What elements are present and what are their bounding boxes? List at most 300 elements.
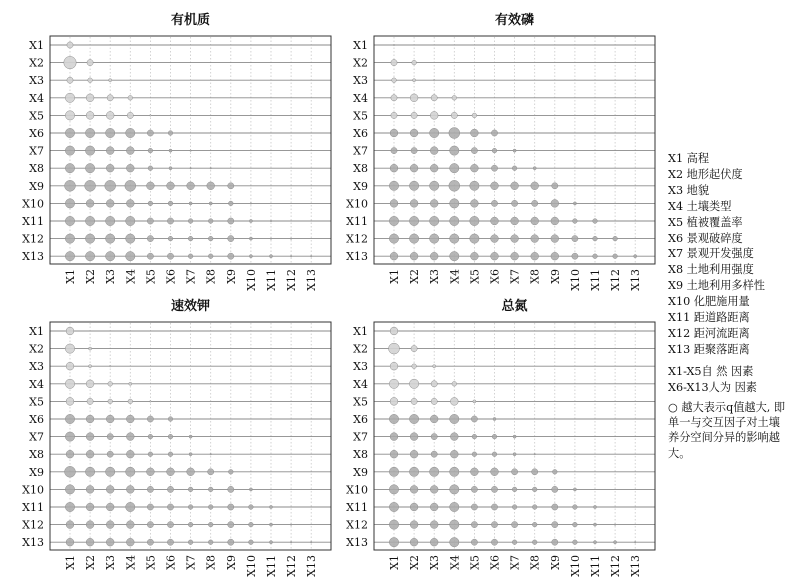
bubble-x9-x5 [471,468,479,476]
legend [668,151,798,461]
bubble-x11-x3 [430,216,439,225]
bubble-x10-x6 [491,200,497,206]
x-tick-label: X7 [184,269,198,284]
bubble-x6-x1 [65,414,74,423]
bubble-x13-x13 [634,255,637,258]
bubble-x11-x9 [552,504,558,510]
legend-item-x7: X7 景观开发强度 [668,247,754,261]
bubble-x4-x1 [389,379,398,388]
bubble-x12-x6 [491,235,499,243]
bubble-x10-x8 [209,202,212,205]
bubble-x8-x5 [471,164,479,172]
bubble-x13-x6 [167,539,173,545]
bubble-x8-x8 [533,167,536,170]
panel-title: 速效钾 [170,299,211,314]
y-tick-label: X7 [29,430,44,444]
bubble-x12-x1 [65,234,74,243]
y-tick-label: X7 [353,430,368,444]
bubble-x12-x10 [249,237,252,240]
bubble-x8-x4 [126,450,134,458]
bubble-x13-x3 [430,252,438,260]
y-tick-label: X10 [346,483,368,497]
bubble-x11-x6 [167,218,173,224]
bubble-x5-x4 [450,398,458,406]
bubble-x2-x2 [412,60,417,65]
y-tick-label: X3 [353,360,368,374]
bubble-x8-x7 [513,453,516,456]
bubble-x5-x2 [86,112,94,120]
bubble-x6-x6 [168,417,173,422]
bubble-x7-x1 [390,433,398,441]
panel-title: 有效磷 [494,13,535,28]
bubble-x9-x5 [147,182,155,190]
y-tick-label: X6 [353,413,368,426]
bubble-x13-x4 [126,538,134,546]
bubble-x13-x9 [552,539,558,545]
bubble-x10-x2 [410,486,418,494]
x-tick-label: X9 [224,269,238,284]
bubble-x9-x4 [126,467,135,476]
bubble-x7-x5 [148,434,153,439]
bubble-x13-x4 [126,252,135,261]
bubble-x10-x3 [430,200,438,208]
x-tick-label: X6 [164,555,178,570]
bubble-x12-x8 [531,235,539,243]
bubble-x8-x4 [450,450,458,458]
bubble-x11-x9 [228,504,234,510]
bubble-x11-x7 [512,505,517,510]
bubble-x6-x1 [65,128,74,137]
bubble-x11-x9 [551,217,559,225]
x-tick-label: X5 [144,555,158,570]
bubble-x11-x6 [167,504,173,510]
x-tick-label: X9 [548,269,562,284]
bubble-x9-x8 [532,469,538,475]
bubble-x8-x3 [430,164,438,172]
bubble-x12-x12 [290,524,292,526]
y-tick-label: X2 [29,342,44,356]
bubble-x11-x4 [126,216,135,225]
legend-item-x6: X6 景观破碎度 [668,231,743,245]
bubble-x9-x6 [167,182,175,190]
bubble-x8-x2 [85,164,94,173]
bubble-x8-x6 [491,165,497,171]
bubble-x6-x3 [106,128,115,137]
bubble-x13-x10 [249,540,254,545]
bubble-x10-x8 [532,487,537,492]
bubble-x6-x3 [430,415,438,423]
bubble-x11-x11 [269,505,272,508]
bubble-x13-x10 [249,255,252,258]
bubble-x13-x7 [512,540,517,545]
x-tick-label: X8 [204,555,218,570]
y-tick-label: X3 [353,74,368,88]
legend-item-x2: X2 地形起伏度 [668,167,743,181]
y-tick-label: X2 [353,56,368,70]
bubble-x10-x8 [208,487,213,492]
bubble-x7-x2 [86,433,94,441]
legend-item-x4: X4 土壤类型 [668,199,732,213]
bubble-x4-x2 [86,94,94,102]
bubble-x11-x4 [450,502,459,511]
bubble-x9-x3 [430,181,439,190]
bubble-x12-x5 [471,521,477,527]
bubble-x6-x2 [409,414,418,423]
bubble-x8-x4 [450,164,459,173]
bubble-x9-x2 [85,180,96,191]
legend-note-text: 越大表示q值越大, 即单一与交互因子对土壤养分空间分异的影响越大。 [668,400,786,460]
bubble-x7-x6 [168,434,173,439]
bubble-x5-x4 [128,399,133,404]
bubble-x7-x7 [190,150,192,152]
x-tick-label: X10 [244,269,258,291]
bubble-x12-x12 [613,236,618,241]
bubble-x11-x6 [491,504,497,510]
bubble-x13-x9 [228,253,234,259]
bubble-x12-x9 [228,235,234,241]
bubble-x11-x2 [410,503,418,511]
bubble-x12-x1 [66,521,74,529]
bubble-x13-x12 [613,254,618,259]
bubble-x2-x2 [87,59,93,65]
x-tick-label: X8 [528,555,542,570]
bubble-x3-x3 [433,79,435,81]
y-tick-label: X10 [22,483,44,497]
bubble-x5-x2 [411,398,417,404]
bubble-x9-x1 [65,180,76,191]
bubble-x12-x2 [410,521,418,529]
x-tick-label: X12 [285,555,299,577]
bubble-x6-x2 [85,128,94,137]
y-tick-label: X6 [29,127,44,140]
bubble-x12-x7 [511,521,517,527]
bubble-x11-x5 [147,218,153,224]
bubble-x8-x5 [472,452,477,457]
bubble-x10-x1 [65,485,74,494]
bubble-x4-x1 [391,95,397,101]
bubble-x5-x3 [431,398,437,404]
bubble-x13-x3 [430,538,438,546]
bubble-x10-x1 [65,199,74,208]
bubble-x3-x3 [109,79,112,82]
bubble-x9-x7 [511,469,517,475]
x-tick-label: X4 [124,555,138,570]
y-tick-label: X12 [346,232,368,246]
bubble-x8-x1 [66,450,74,458]
y-tick-label: X3 [29,74,44,88]
bubble-x12-x5 [470,234,479,243]
bubble-x10-x6 [168,201,173,206]
bubble-x5-x1 [66,398,74,406]
panel-3 [22,298,331,577]
bubble-x12-x6 [168,236,173,241]
bubble-x10-x7 [188,487,193,492]
bubble-x10-x2 [86,200,94,208]
bubble-x13-x7 [188,540,193,545]
bubble-x13-x2 [85,252,94,261]
bubble-x12-x8 [532,522,537,527]
x-tick-label: X3 [104,269,118,284]
x-tick-label: X11 [265,555,278,577]
x-tick-label: X10 [568,269,582,291]
x-tick-label: X1 [64,555,77,570]
bubble-x2-x1 [64,56,76,68]
bubble-x6-x4 [450,414,459,423]
bubble-x9-x1 [65,466,76,477]
bubble-x7-x7 [513,435,516,438]
bubble-x4-x1 [65,93,74,102]
y-tick-label: X8 [353,448,368,462]
bubble-x12-x2 [86,521,94,529]
legend-item-x1: X1 高程 [668,152,710,165]
y-tick-label: X5 [29,395,44,409]
bubble-x10-x6 [491,486,497,492]
y-tick-label: X9 [29,179,44,193]
bubble-x6-x6 [493,417,496,420]
bubble-x13-x5 [147,253,153,259]
bubble-x6-x2 [410,129,418,137]
y-tick-label: X5 [353,395,368,409]
bubble-x13-x7 [188,254,193,259]
bubble-x10-x9 [551,200,559,208]
bubble-x9-x6 [167,468,175,476]
bubble-x3-x2 [89,365,92,368]
bubble-x7-x3 [107,433,113,439]
bubble-x12-x11 [269,523,272,526]
y-tick-label: X13 [22,250,44,264]
bubble-x11-x4 [126,502,135,511]
bubble-x10-x4 [450,199,459,208]
bubble-x4-x1 [65,379,74,388]
bubble-x13-x11 [269,541,272,544]
bubble-x7-x7 [513,149,516,152]
y-tick-label: X6 [29,413,44,426]
bubble-x8-x6 [169,167,172,170]
bubble-x3-x3 [109,365,111,367]
bubble-x12-x9 [551,235,559,243]
y-tick-label: X11 [346,215,368,228]
bubble-x5-x2 [411,112,417,118]
bubble-x11-x11 [270,220,272,222]
bubble-x13-x5 [147,539,153,545]
bubble-x7-x4 [126,147,134,155]
y-tick-label: X12 [22,518,44,532]
legend-group-natural: X1-X5自 然 因素 [668,364,754,378]
bubble-x6-x4 [126,415,134,423]
x-tick-label: X3 [428,555,442,570]
bubble-x10-x4 [126,486,134,494]
bubble-x11-x10 [249,219,252,222]
bubble-x5-x5 [473,400,476,403]
bubble-x8-x3 [431,451,437,457]
x-tick-label: X5 [468,269,482,284]
bubble-x8-x7 [189,453,192,456]
x-tick-label: X6 [488,269,502,284]
bubble-x13-x1 [390,252,398,260]
x-tick-label: X4 [448,269,462,284]
bubble-x10-x6 [167,486,173,492]
bubble-x11-x3 [430,503,438,511]
bubble-x13-x3 [106,538,114,546]
legend-group-human: X6-X13人为 因素 [668,380,757,394]
bubble-x2-x2 [411,345,417,351]
bubble-x10-x1 [390,200,398,208]
x-tick-label: X5 [144,269,158,284]
bubble-x9-x6 [491,468,499,476]
bubble-x11-x11 [593,219,598,224]
bubble-x13-x12 [614,541,617,544]
bubble-x12-x8 [208,522,213,527]
bubble-x13-x13 [310,541,312,543]
bubble-x8-x3 [107,451,113,457]
y-tick-label: X11 [22,215,44,228]
bubble-x13-x12 [290,255,292,257]
bubble-x6-x3 [430,128,439,137]
panel-4 [346,298,655,577]
bubble-x9-x8 [208,469,214,475]
legend-item-x10: X10 化肥施用量 [668,295,750,309]
bubble-x6-x4 [449,128,460,139]
y-tick-label: X13 [346,250,368,264]
legend-item-x3: X3 地貌 [668,183,710,197]
legend-item-x12: X12 距河流距离 [668,326,750,340]
x-tick-label: X7 [508,555,522,570]
bubble-x6-x6 [168,131,173,136]
legend-item-x11: X11 距道路距离 [668,311,750,325]
bubble-x12-x4 [126,234,135,243]
bubble-x5-x4 [127,112,133,118]
y-tick-label: X1 [29,39,44,52]
bubble-x7-x5 [148,148,153,153]
bubble-x9-x3 [106,467,115,476]
bubble-x1-x1 [67,42,73,48]
x-tick-label: X2 [84,555,98,570]
bubble-x13-x13 [634,541,636,543]
bubble-x9-x2 [85,467,94,476]
bubble-x6-x2 [86,415,94,423]
bubble-x3-x2 [88,78,93,83]
bubble-x10-x8 [532,200,538,206]
bubble-x9-x9 [228,183,234,189]
x-tick-label: X11 [265,269,278,291]
x-tick-label: X9 [548,555,562,570]
x-tick-label: X13 [629,269,643,291]
bubble-x11-x8 [208,505,213,510]
bubble-x10-x7 [512,487,517,492]
bubble-x8-x3 [106,164,114,172]
y-tick-label: X9 [353,465,368,479]
bubble-x7-x2 [411,147,417,153]
bubble-x12-x12 [290,238,292,240]
bubble-x10-x10 [573,202,576,205]
y-tick-label: X7 [353,144,368,158]
bubble-x13-x8 [208,540,213,545]
bubble-x8-x2 [410,450,418,458]
bubble-x10-x2 [410,200,418,208]
bubble-x13-x2 [410,538,418,546]
bubble-x12-x6 [491,521,497,527]
bubble-x7-x4 [126,433,134,441]
x-tick-label: X3 [428,269,442,284]
bubble-x2-x1 [65,344,74,353]
bubble-x11-x5 [471,504,477,510]
bubble-x8-x8 [534,453,536,455]
bubble-x12-x8 [208,236,213,241]
bubble-x12-x4 [450,520,459,529]
y-tick-label: X4 [353,91,368,105]
legend-item-x9: X9 土地利用多样性 [668,279,765,293]
bubble-x6-x4 [126,128,135,137]
bubble-x11-x7 [511,217,519,225]
bubble-x4-x4 [452,95,457,100]
bubble-x12-x12 [614,524,616,526]
x-tick-label: X11 [589,555,602,577]
bubble-x12-x11 [593,236,598,241]
bubble-x12-x1 [389,520,398,529]
x-tick-label: X8 [204,269,218,284]
bubble-x4-x2 [410,94,418,102]
bubble-x7-x1 [391,147,397,153]
bubble-x5-x1 [390,398,398,406]
bubble-x11-x1 [65,502,74,511]
x-tick-label: X13 [629,555,643,577]
bubble-x13-x13 [310,255,312,257]
bubble-x7-x4 [450,433,458,441]
x-tick-label: X12 [609,269,623,291]
bubble-x8-x6 [492,452,497,457]
bubble-x11-x8 [208,219,213,224]
bubble-x3-x1 [66,362,74,370]
bubble-x4-x3 [108,381,113,386]
bubble-x10-x3 [430,486,438,494]
x-tick-label: X5 [468,555,482,570]
bubble-x9-x4 [449,180,460,191]
bubble-x5-x3 [106,112,114,120]
bubble-x10-x5 [148,201,153,206]
bubble-x10-x5 [471,200,479,208]
bubble-x9-x7 [187,182,195,190]
bubble-x2-x1 [389,343,400,354]
bubble-x9-x9 [552,469,557,474]
bubble-x1-x1 [393,44,395,46]
panel-title: 总氮 [501,299,528,314]
bubble-x7-x3 [106,147,114,155]
panel-1 [22,12,331,291]
bubble-x9-x1 [389,181,398,190]
bubble-x1-x1 [66,327,74,335]
x-tick-label: X7 [184,555,198,570]
bubble-x8-x5 [148,452,153,457]
bubble-x10-x9 [228,201,233,206]
bubble-x13-x8 [531,252,539,260]
bubble-x8-x5 [148,166,153,171]
bubble-x11-x2 [85,216,94,225]
bubble-x12-x11 [270,238,272,240]
bubble-x13-x6 [491,539,497,545]
bubble-x10-x10 [250,203,252,205]
bubble-x10-x1 [389,485,398,494]
bubble-x11-x7 [188,505,193,510]
y-tick-label: X4 [29,377,44,391]
y-tick-label: X9 [29,465,44,479]
bubble-x7-x1 [65,432,74,441]
y-tick-label: X8 [29,162,44,176]
y-tick-label: X9 [353,179,368,193]
bubble-x13-x4 [450,538,459,547]
bubble-x12-x11 [593,523,596,526]
bubble-x11-x4 [450,216,459,225]
bubble-x12-x3 [430,234,439,243]
